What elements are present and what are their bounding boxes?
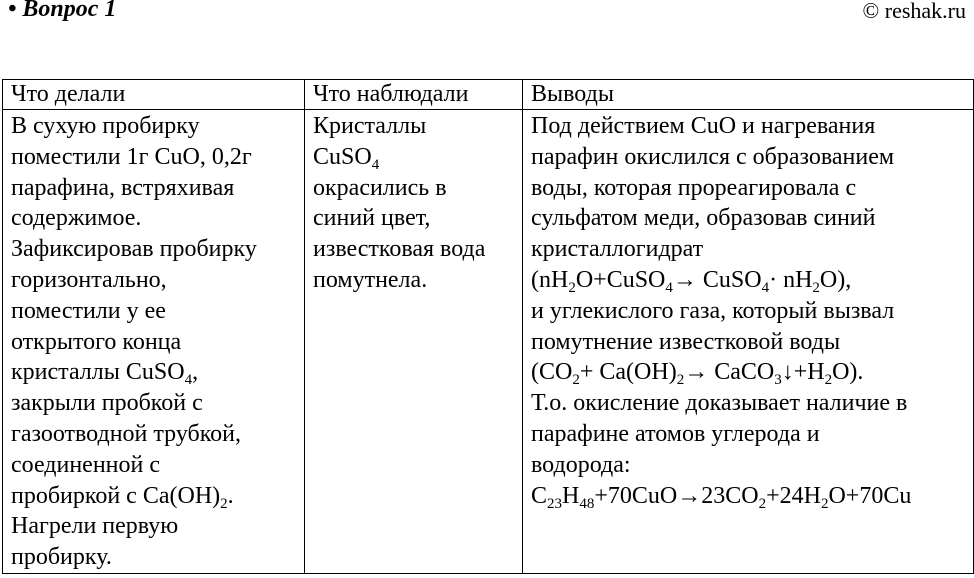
text-line: кристаллогидрат [531, 236, 704, 263]
text-line: помутнела. [313, 266, 428, 293]
text-line: содержимое. [11, 205, 142, 232]
text-line: ($nH_2O+CuSO_4\to$ CuSO$_4$· $nH_2O$), [531, 266, 852, 296]
text-line: воды, которая прореагировала с [531, 174, 857, 201]
text-line: пробирку. [11, 544, 112, 571]
text-line: Нагрели первую [11, 513, 179, 540]
text-line: CuSO$_4$ [313, 143, 380, 173]
text-line: В сухую пробирку [11, 113, 200, 139]
header-what-done: Что делали [3, 80, 305, 110]
text-line: закрыли пробкой с [11, 390, 203, 417]
text-line: известковая вода [313, 236, 486, 263]
text-line: открытого конца [11, 328, 182, 355]
cell-conclusions [523, 110, 974, 574]
text-line: горизонтально, [11, 266, 167, 293]
text-line: ($CO_2+ Ca(OH)_2\to$ $CaCO_3↓+H_2O$). [531, 359, 864, 389]
text-line: парафине атомов углерода и [531, 420, 820, 447]
text-line: сульфатом меди, образовав синий [531, 205, 876, 232]
text-line: соединенной с [11, 451, 161, 478]
table-header-row [3, 80, 974, 110]
text-line: и углекислого газа, который вызвал [531, 297, 895, 324]
experiment-table [2, 79, 974, 574]
header-conclusions: Выводы [523, 80, 974, 110]
text-line: водорода: [531, 451, 631, 478]
text-line: парафина, встряхивая [11, 174, 235, 201]
question-title: • Вопрос 1 [8, 0, 117, 22]
text-line: Кристаллы [313, 113, 427, 139]
cell-what-observed [305, 110, 523, 574]
text-line: $C_{23}H_{48}+70CuO\to 23CO_2+24H_2O+70Cu$ [531, 482, 912, 512]
text-line: Под действием CuO и нагревания [531, 113, 876, 139]
text-line: поместили у ее [11, 297, 166, 324]
table-row [3, 110, 974, 574]
text-line: Зафиксировав пробирку [11, 236, 257, 263]
text-line: кристаллы CuSO$_4$, [11, 359, 199, 389]
text-line: пробиркой с $Ca(OH)_2$. [11, 482, 234, 512]
text-line: синий цвет, [313, 205, 431, 232]
text-line: парафин окислился с образованием [531, 143, 895, 170]
cell-what-done [3, 110, 305, 574]
text-line: помутнение известковой воды [531, 328, 841, 355]
page-header [0, 0, 974, 30]
text-line: газоотводной трубкой, [11, 420, 242, 447]
copyright-notice: © reshak.ru [862, 0, 966, 23]
text-line: поместили 1г CuO, 0,2г [11, 143, 252, 170]
text-line: Т.о. окисление доказывает наличие в [531, 390, 908, 417]
text-line: окрасились в [313, 174, 447, 201]
header-what-observed: Что наблюдали [305, 80, 523, 110]
